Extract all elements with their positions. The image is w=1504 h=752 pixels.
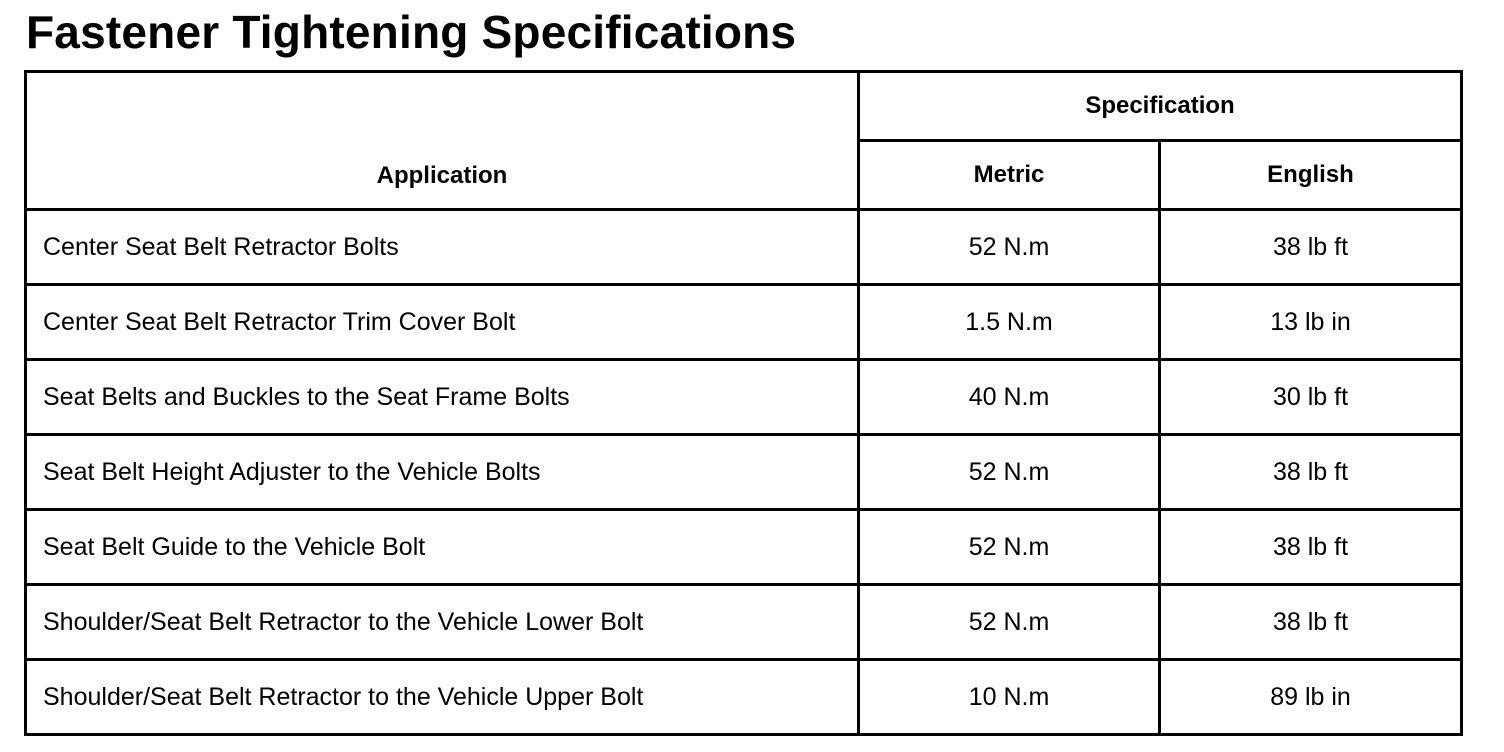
table-body (26, 210, 1462, 735)
table-row (26, 435, 1462, 510)
table-header (26, 72, 1462, 210)
specification-header: Specification (859, 72, 1462, 141)
table-row (26, 585, 1462, 660)
metric-header: Metric (859, 141, 1160, 210)
application-cell: Center Seat Belt Retractor Trim Cover Bolt (26, 285, 859, 360)
application-cell: Center Seat Belt Retractor Bolts (26, 210, 859, 285)
metric-cell: 40 N.m (859, 360, 1160, 435)
table-row (26, 660, 1462, 735)
application-cell: Seat Belt Guide to the Vehicle Bolt (26, 510, 859, 585)
english-cell: 13 lb in (1160, 285, 1462, 360)
table-row (26, 360, 1462, 435)
metric-cell: 10 N.m (859, 660, 1160, 735)
application-cell: Shoulder/Seat Belt Retractor to the Vehicle Lower Bolt (26, 585, 859, 660)
application-header: Application (26, 72, 859, 210)
table-row (26, 285, 1462, 360)
table-row (26, 210, 1462, 285)
application-cell: Seat Belts and Buckles to the Seat Frame Bolts (26, 360, 859, 435)
metric-cell: 52 N.m (859, 510, 1160, 585)
metric-cell: 1.5 N.m (859, 285, 1160, 360)
english-header: English (1160, 141, 1462, 210)
metric-cell: 52 N.m (859, 585, 1160, 660)
metric-cell: 52 N.m (859, 210, 1160, 285)
english-cell: 30 lb ft (1160, 360, 1462, 435)
english-cell: 38 lb ft (1160, 435, 1462, 510)
english-cell: 38 lb ft (1160, 210, 1462, 285)
metric-cell: 52 N.m (859, 435, 1160, 510)
page-title: Fastener Tightening Specifications (26, 6, 797, 58)
application-cell: Seat Belt Height Adjuster to the Vehicle Bolts (26, 435, 859, 510)
application-cell: Shoulder/Seat Belt Retractor to the Vehicle Upper Bolt (26, 660, 859, 735)
specifications-table (24, 70, 1463, 736)
english-cell: 89 lb in (1160, 660, 1462, 735)
english-cell: 38 lb ft (1160, 510, 1462, 585)
table-row (26, 510, 1462, 585)
header-row-top (26, 72, 1462, 141)
english-cell: 38 lb ft (1160, 585, 1462, 660)
